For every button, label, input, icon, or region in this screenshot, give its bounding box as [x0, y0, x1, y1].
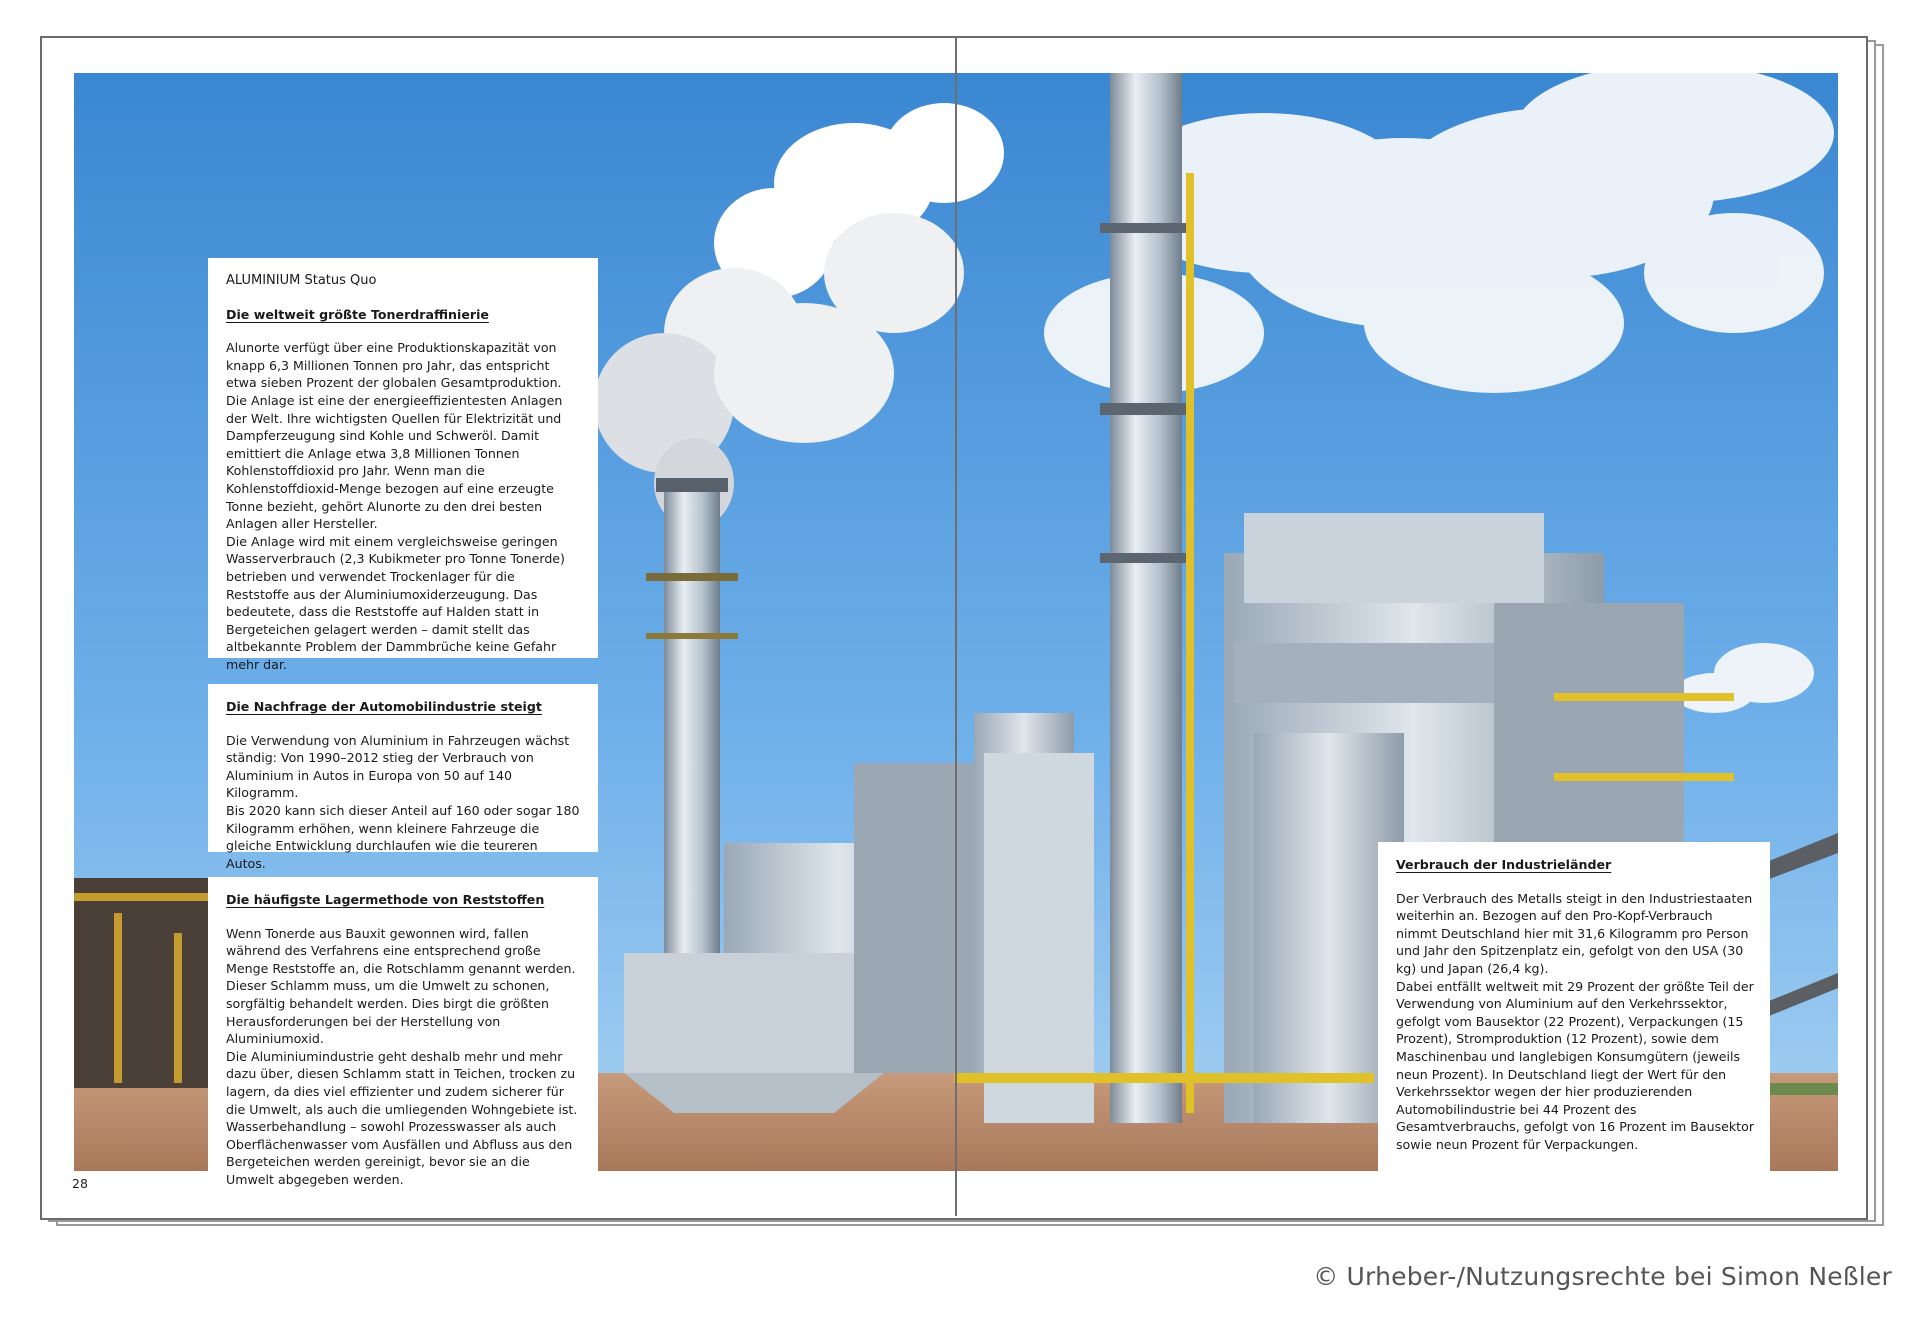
main-chimney [1100, 73, 1194, 1123]
textbox-storage [208, 877, 598, 1187]
heading-consumption: Verbrauch der Industrieländer [1396, 857, 1612, 872]
copyright-notice: © Urheber-/Nutzungsrechte bei Simon Neßler [1313, 1262, 1892, 1291]
heading-refinery: Die weltweit größte Tonerdraffinierie [226, 306, 489, 322]
page-number: 28 [72, 1176, 88, 1191]
center-fold [955, 36, 957, 1216]
textbox-refinery [208, 258, 598, 672]
body-refinery: Alunorte verfügt über eine Produktionskapazität von knapp 6,3 Millionen Tonnen pro Jahr, das entspricht etwa sieben Prozent der globalen Gesamtproduktion. Die Anlage ist eine der energieeffizientesten Anlagen der Welt. Ihre wichtigsten Quellen für Elektrizität und Dampferzeugung sind Kohle und Schweröl. Damit emittiert die Anlage etwa 3,8 Millionen Tonnen Kohlenstoffdioxid pro Jahr. Wenn man die Kohlenstoffdioxid-Menge bezogen auf eine erzeugte Tonne bezieht, gehört Alunorte zu den drei besten Anlagen aller Hersteller. Die Anlage wird mit einem vergleichsweise geringen Wasserverbrauch (2,3 Kubikmeter pro Tonne Tonerde) betrieben und verwendet Trockenlager für die Reststoffe aus der Aluminiumoxiderzeugung. Das bedeutete, dass die Reststoffe auf Halden statt in Bergeteichen gelagert werden – damit stellt das altbekannte Problem der Dammbrüche keine Gefahr mehr dar. [226, 340, 565, 672]
body-automotive: Die Verwendung von Aluminium in Fahrzeugen wächst ständig: Von 1990–2012 stieg der Verbrauch von Aluminium in Autos in Europa von 50 auf 140 Kilogramm. Bis 2020 kann sich dieser Anteil auf 160 oder sogar 180 Kilogramm erhöhen, wenn kleinere Fahrzeuge die gleiche Entwicklung durchlaufen wie die teureren Autos. [226, 732, 580, 871]
left-structure [74, 878, 214, 1088]
heading-storage: Die häufigste Lagermethode von Reststoffen [226, 892, 545, 907]
textbox-automotive [208, 684, 598, 871]
body-storage: Wenn Tonerde aus Bauxit gewonnen wird, fallen während des Verfahrens eine entsprechend große Menge Reststoffe an, die Rotschlamm genannt werden. Dieser Schlamm muss, um die Umwelt zu schonen, sorgfältig behandelt werden. Dies birgt die größten Herausforderungen bei der Herstellung von Aluminiumoxid. Die Aluminiumindustrie geht deshalb mehr und mehr dazu über, diesen Schlamm statt in Teichen, trocken zu lagern, da dies viel effizienter und zudem sicherer für die Umwelt, als auch die umliegenden Wohngebiete ist. Wasserbehandlung – sowohl Prozesswasser als auch Oberflächenwasser vom Ausfällen und Abfluss aus den Bergeteichen werden gereinigt, bevor sie an die Umwelt abgegeben werden. [226, 925, 578, 1187]
section-kicker: ALUMINIUM Status Quo [226, 273, 377, 288]
body-consumption: Der Verbrauch des Metalls steigt in den Industriestaaten weiterhin an. Bezogen auf den Pro-Kopf-Verbrauch nimmt Deutschland hier mit 31,6 Kilogramm pro Person und Jahr den Spitzenplatz ein, gefolgt von den USA (30 kg) und Japan (26,4 kg). Dabei entfällt weltweit mit 29 Prozent der größte Teil der Verwendung von Aluminium auf den Verkehrssektor, gefolgt vom Bausektor (22 Prozent), Verpackungen (15 Prozent), Stromproduktion (12 Prozent), sowie dem Maschinenbau und langlebigen Konsumgütern (jeweils neun Prozent). In Deutschland liegt der Wert für den Verkehrssektor wegen der hier produzierenden Automobilindustrie bei 44 Prozent des Gesamtverbrauchs, gefolgt von 16 Prozent im Bausektor sowie neun Prozent für Verpackungen. [1396, 890, 1754, 1152]
textbox-consumption [1378, 842, 1770, 1174]
heading-automotive: Die Nachfrage der Automobilindustrie steigt [226, 699, 542, 714]
